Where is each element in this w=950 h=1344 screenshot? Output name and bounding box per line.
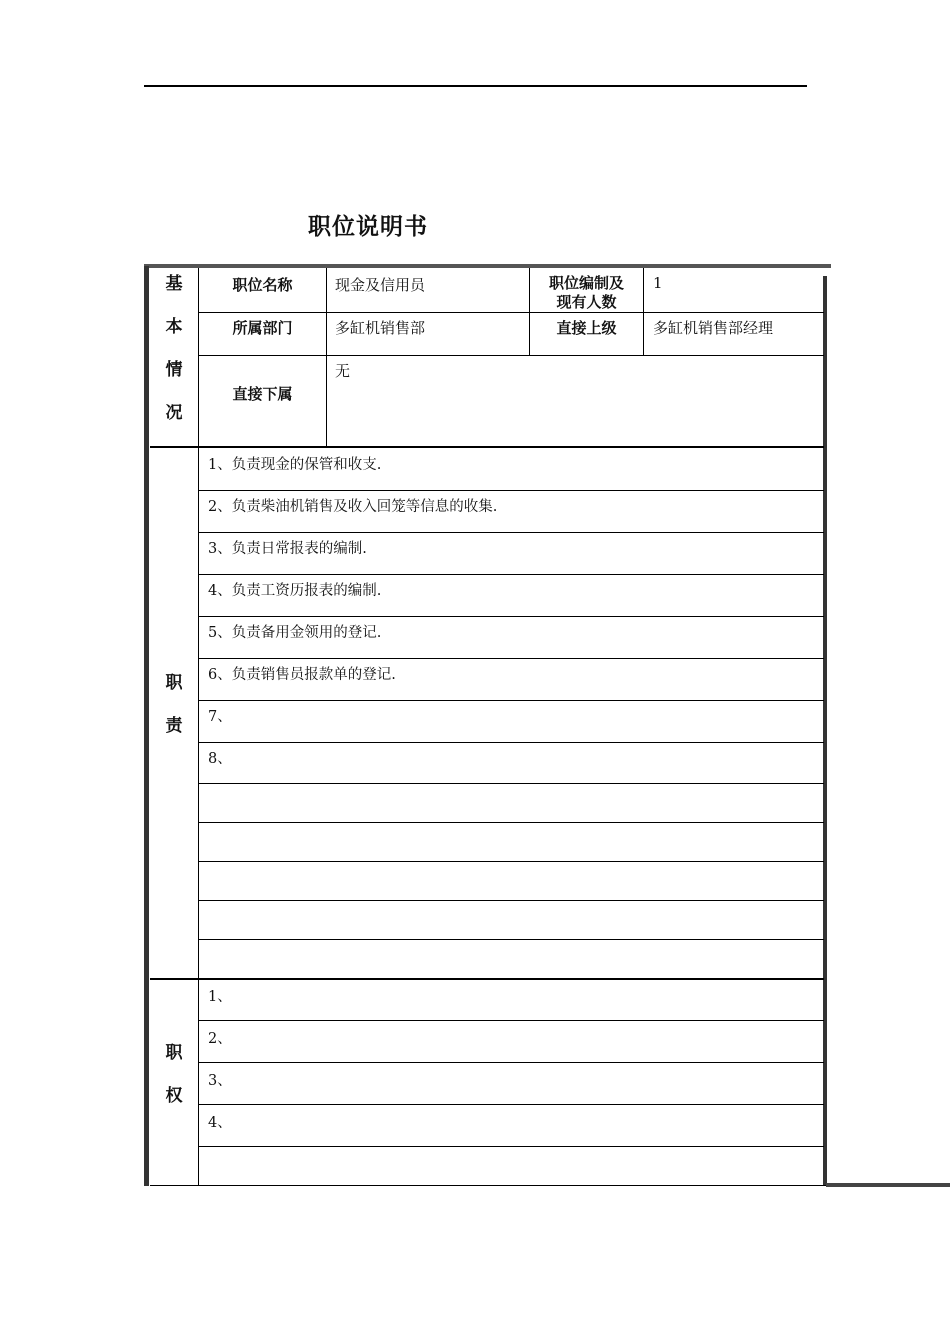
row-divider [198,1104,824,1105]
headcount-value: 1 [653,274,663,292]
section-char: 责 [165,716,183,736]
basic-section-label [150,263,198,435]
subordinate-label: 直接下属 [232,385,293,403]
row-divider [198,900,824,901]
table-bottom-border [150,1185,826,1186]
position-name-value: 现金及信用员 [335,276,426,294]
section-char: 职 [165,673,183,693]
page-edge-rule [826,1183,950,1187]
department-label: 所属部门 [232,319,293,337]
duty-item: 3、负责日常报表的编制. [208,541,367,557]
section-char: 职 [165,1043,183,1063]
duties-section-label [150,662,198,748]
row-divider [198,490,824,491]
headcount-label-line: 职位编制及 [548,274,624,292]
section-char: 况 [165,403,183,423]
headcount-label [530,274,643,312]
row-divider [198,700,824,701]
authority-item: 1、 [208,989,232,1005]
row-divider [198,532,824,533]
duty-item: 8、 [208,751,232,767]
duty-item: 2、负责柴油机销售及收入回笼等信息的收集. [208,499,498,515]
row-divider [198,658,824,659]
section-char: 本 [165,317,183,337]
duty-item: 6、负责销售员报款单的登记. [208,667,396,683]
authority-item: 2、 [208,1031,232,1047]
table-top-border [144,264,831,268]
authority-item: 3、 [208,1073,232,1089]
row-divider [198,1020,824,1021]
row-divider [198,861,824,862]
supervisor-label: 直接上级 [556,319,617,337]
row-divider [198,742,824,743]
department-value: 多缸机销售部 [335,319,426,337]
section-char: 权 [165,1086,183,1106]
subordinate-value: 无 [335,362,351,380]
authority-item: 4、 [208,1115,232,1131]
row-divider [198,616,824,617]
table-left-border [144,266,149,1186]
row-divider [198,574,824,575]
row-divider [198,312,824,313]
position-name-label: 职位名称 [232,276,293,294]
supervisor-value: 多缸机销售部经理 [653,319,774,337]
section-divider [150,446,824,448]
document-title: 职位说明书 [308,214,428,240]
row-divider [198,939,824,940]
authority-section-label [150,1032,198,1118]
duty-item: 1、负责现金的保管和收支. [208,457,382,473]
section-char: 情 [165,360,183,380]
table-right-border [823,276,827,1186]
duty-item: 5、负责备用金领用的登记. [208,625,382,641]
basic-col-divider [326,268,327,446]
header-rule [144,85,807,87]
row-divider [198,1062,824,1063]
row-divider [198,822,824,823]
section-char: 基 [165,274,183,294]
headcount-label-line: 现有人数 [556,293,617,311]
row-divider [198,783,824,784]
section-column-divider [198,268,199,1186]
row-divider [198,1146,824,1147]
duty-item: 4、负责工资历报表的编制. [208,583,382,599]
duty-item: 7、 [208,709,232,725]
section-divider [150,978,824,980]
row-divider [198,355,824,356]
